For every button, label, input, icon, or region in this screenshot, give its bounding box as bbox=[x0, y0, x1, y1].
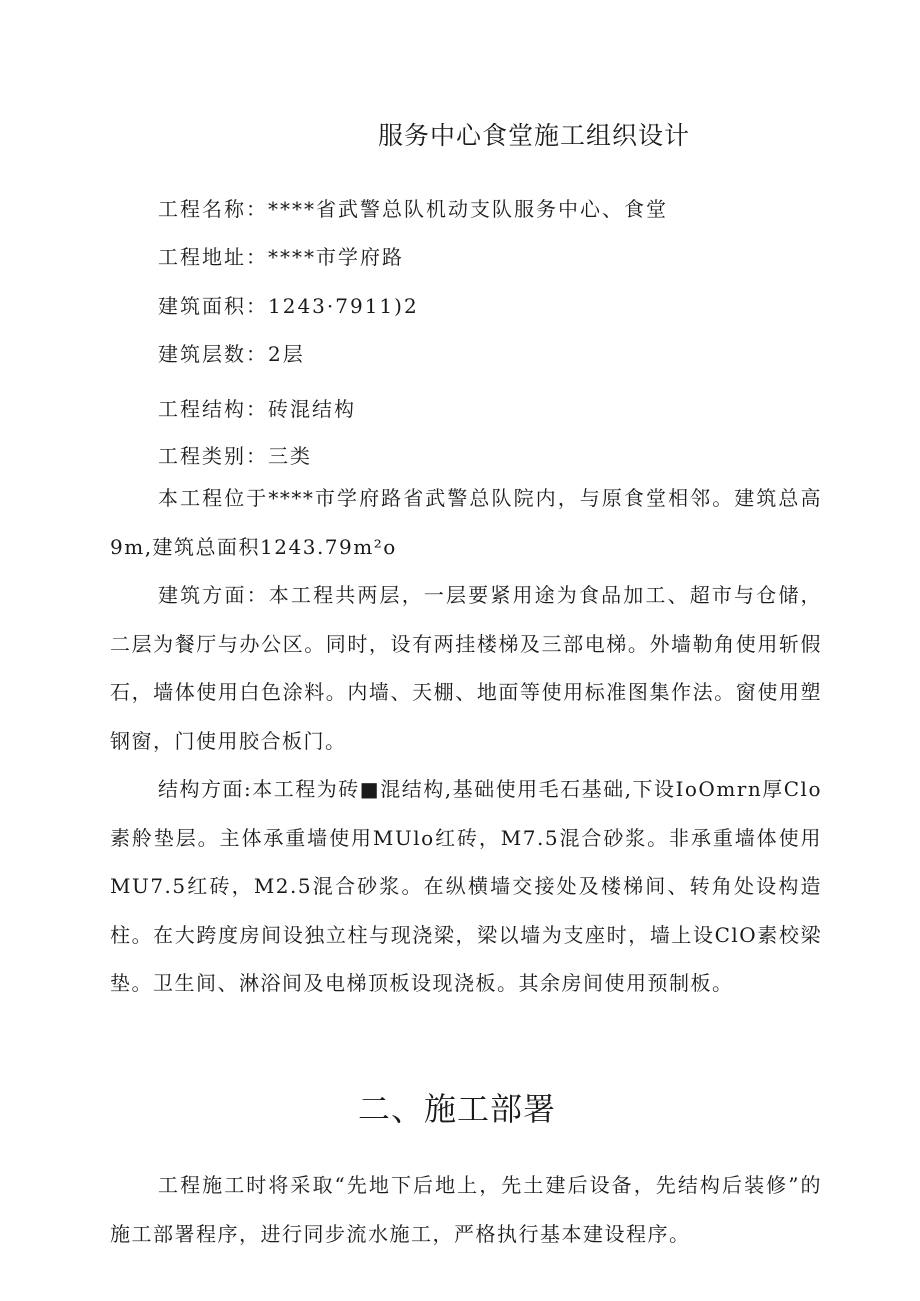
info-project-category: 工程类别：三类 bbox=[158, 444, 312, 468]
paragraph-structure: 结构方面:本工程为砖■混结构,基础使用毛石基础,下设IoOmrn厚Clo素舲垫层。主体承重墙使用MUlo红砖，M7.5混合砂浆。非承重墙体使用MU7.5红砖，M2.5混合砂浆。在纵横墙交接处及楼梯间、转角处设构造柱。在大跨度房间设独立柱与现浇梁，梁以墙为支座时，墙上设ClO素校梁垫。卫生间、淋浴间及电梯顶板设现浇板。其余房间使用预制板。 bbox=[110, 777, 822, 995]
info-structure-type: 工程结构：砖混结构 bbox=[158, 397, 356, 421]
paragraph-architecture: 建筑方面：本工程共两层，一层要紧用途为食品加工、超市与仓储，二层为餐厅与办公区。同时，设有两挂楼梯及三部电梯。外墙勒角使用斩假石，墙体使用白色涂料。内墙、天棚、地面等使用标准图集作法。窗使用塑钢窗，门使用胶合板门。 bbox=[110, 583, 822, 753]
info-project-name: 工程名称：****省武警总队机动支队服务中心、食堂 bbox=[158, 197, 668, 221]
paragraph-location: 本工程位于****市学府路省武警总队院内，与原食堂相邻。建筑总高9m,建筑总面积1243.79m²o bbox=[110, 486, 822, 559]
section-heading-deployment: 二、施工部署 bbox=[358, 1090, 557, 1128]
paragraph-deployment: 工程施工时将采取“先地下后地上，先土建后设备，先结构后装修”的施工部署程序，进行同步流水施工，严格执行基本建设程序。 bbox=[110, 1173, 822, 1246]
info-project-address: 工程地址：****市学府路 bbox=[158, 245, 404, 269]
document-title: 服务中心食堂施工组织设计 bbox=[378, 121, 691, 150]
info-floor-count: 建筑层数：2层 bbox=[158, 342, 305, 366]
info-building-area: 建筑面积：1243·7911)2 bbox=[158, 294, 419, 318]
